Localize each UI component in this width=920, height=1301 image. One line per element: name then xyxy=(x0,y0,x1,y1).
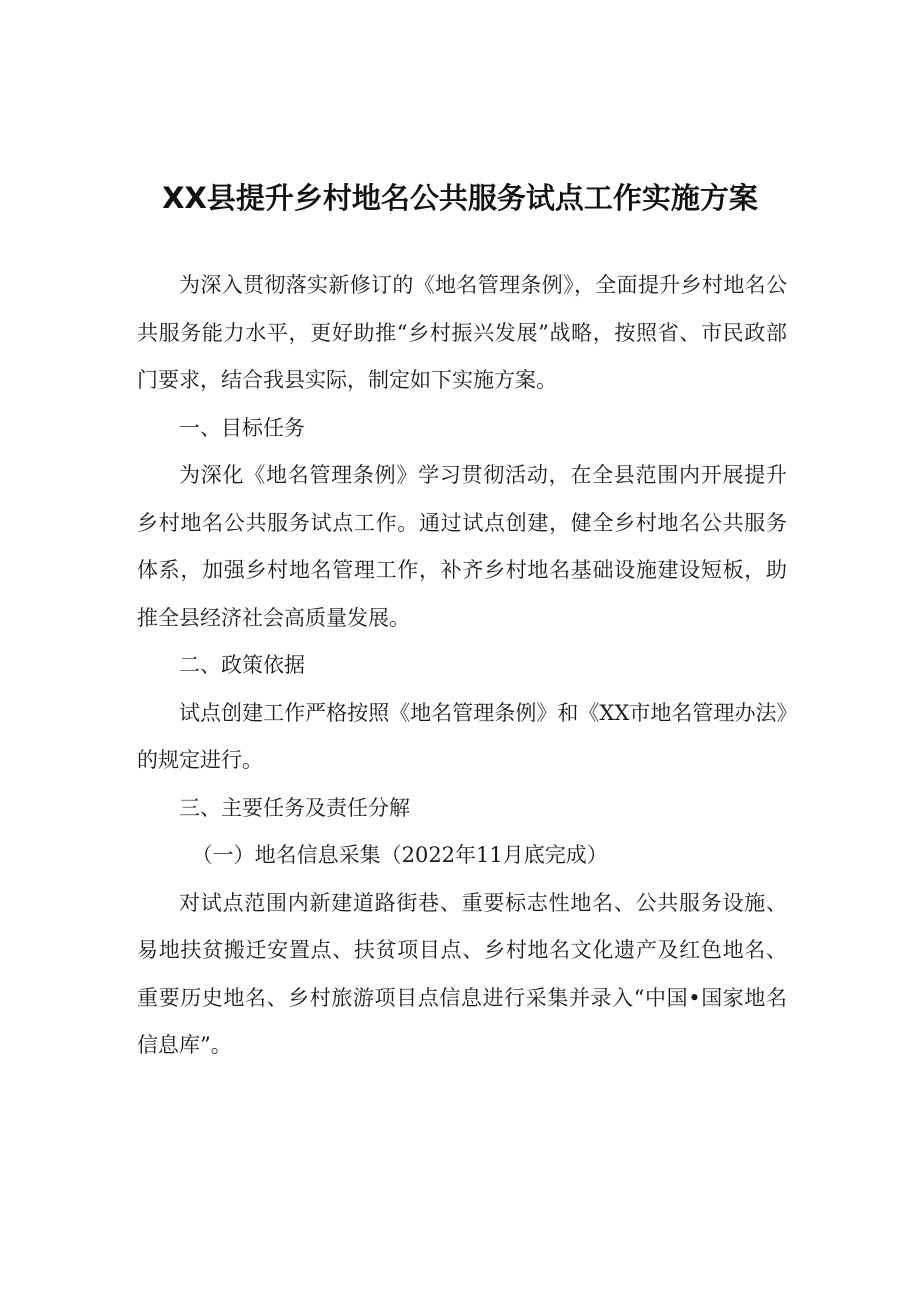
document-title: XX县提升乡村地名公共服务试点工作实施方案 xyxy=(162,181,758,215)
section1-heading: 一、目标任务 xyxy=(179,415,305,440)
section3-sub1-paragraph: 对试点范围内新建道路街巷、重要标志性地名、公共服务设施、易地扶贫搬迁安置点、扶贫项目点、乡村地名文化遗产及红色地名、重要历史地名、乡村旅游项目点信息进行采集并录入“中国•国家地名信息库”。 xyxy=(137,890,787,1057)
document-body xyxy=(137,262,787,1070)
section2-heading: 二、政策依据 xyxy=(179,653,305,677)
intro-paragraph: 为深入贯彻落实新修订的《地名管理条例》，全面提升乡村地名公共服务能力水平，更好助推“乡村振兴发展”战略，按照省、市民政部门要求，结合我县实际，制定如下实施方案。 xyxy=(137,273,787,392)
section1-paragraph: 为深化《地名管理条例》学习贯彻活动，在全县范围内开展提升乡村地名公共服务试点工作。通过试点创建，健全乡村地名公共服务体系，加强乡村地名管理工作，补齐乡村地名基础设施建设短板，助推全县经济社会高质量发展。 xyxy=(137,463,787,630)
section3-heading: 三、主要任务及责任分解 xyxy=(179,795,410,820)
section3-subheading-1: （一）地名信息采集（2022年11月底完成） xyxy=(191,843,608,867)
section2-paragraph: 试点创建工作严格按照《地名管理条例》和《XX市地名管理办法》的规定进行。 xyxy=(137,700,787,772)
